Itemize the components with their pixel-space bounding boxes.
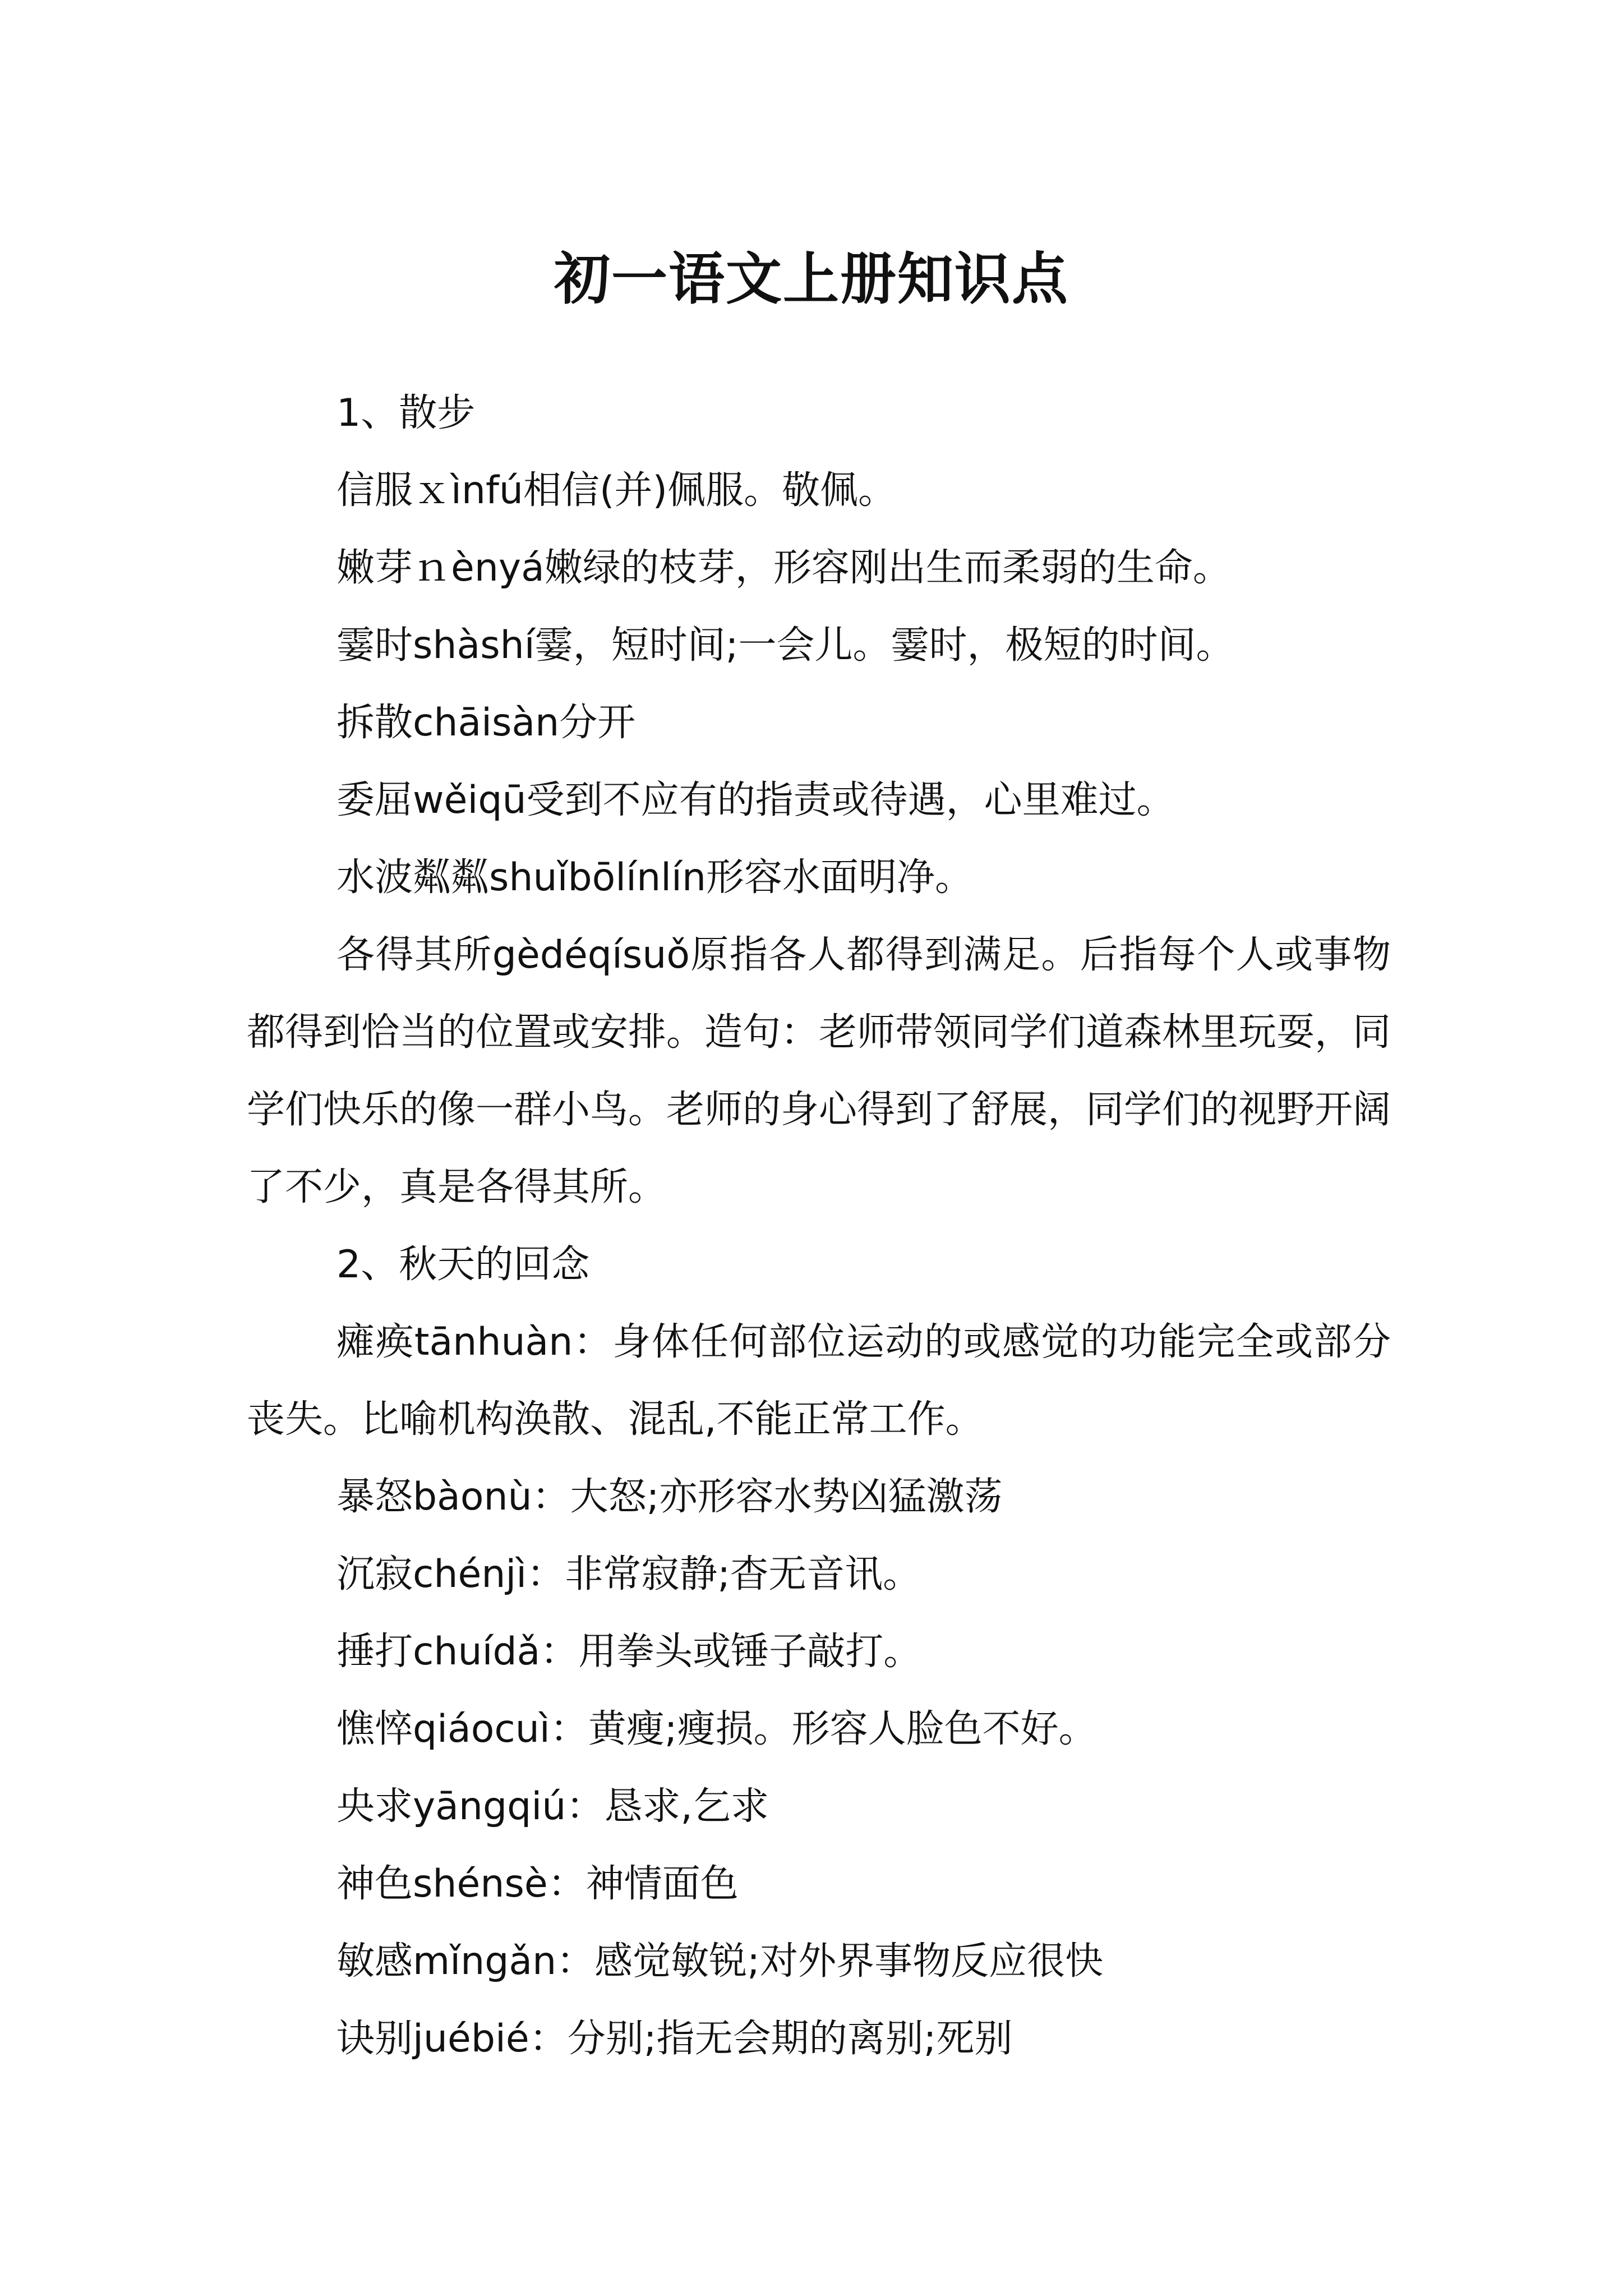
section-heading: 1、散步 [336,391,476,435]
vocab-entry: 水波粼粼shuǐbōlínlín形容水面明净。 [336,855,974,900]
vocab-entry: 暴怒bàonù：大怒;亦形容水势凶猛激荡 [336,1475,1003,1519]
document-body [247,375,1391,2078]
vocab-entry: 委屈wěiqū受到不应有的指责或待遇，心里难过。 [336,778,1175,822]
vocab-entry: 信服ｘìnfú相信(并)佩服。敬佩。 [336,468,897,513]
vocab-entry: 各得其所gèdéqísuǒ原指各人都得到满足。后指每个人或事物都得到恰当的位置或安排。造句：老师带领同学们道森林里玩耍，同学们快乐的像一群小鸟。老师的身心得到了舒展，同学们的视野开阔了不少，真是各得其所。 [247,933,1391,1209]
section-heading: 2、秋天的回念 [336,1243,590,1287]
vocab-entry: 沉寂chénjì：非常寂静;杳无音讯。 [336,1552,921,1596]
vocab-entry: 捶打chuídǎ：用拳头或锤子敲打。 [336,1630,922,1674]
vocab-entry: 央求yāngqiú：恳求,乞求 [336,1784,769,1829]
vocab-entry: 神色shénsè：神情面色 [336,1862,739,1906]
vocab-entry: 诀别juébié：分别;指无会期的离别;死别 [336,2017,1013,2061]
vocab-entry: 嫩芽ｎènyá嫩绿的枝芽，形容刚出生而柔弱的生命。 [336,546,1231,590]
vocab-entry: 拆散chāisàn分开 [336,701,636,745]
vocab-entry: 霎时shàshí霎，短时间;一会儿。霎时，极短的时间。 [336,623,1234,668]
vocab-entry: 敏感mǐngǎn：感觉敏锐;对外界事物反应很快 [336,1939,1104,1984]
document-title: 初一语文上册知识点 [554,246,1069,312]
vocab-entry: 瘫痪tānhuàn：身体任何部位运动的或感觉的功能完全或部分丧失。比喻机构涣散、混乱,不能正常工作。 [247,1320,1391,1442]
vocab-entry: 憔悴qiáocuì：黄瘦;瘦损。形容人脸色不好。 [336,1707,1097,1751]
